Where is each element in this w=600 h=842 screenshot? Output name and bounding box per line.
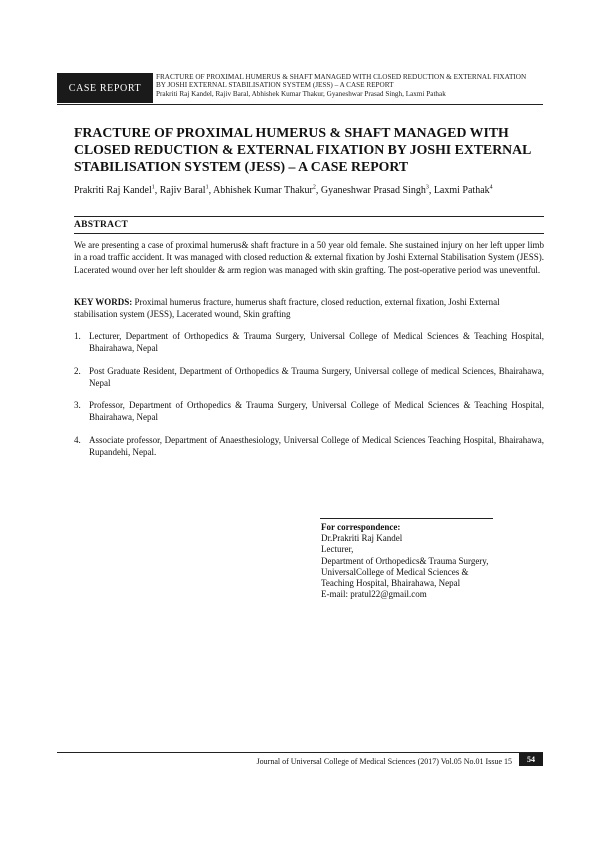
abstract-heading-divider [74, 233, 544, 234]
correspondence-name: Dr.Prakriti Raj Kandel [321, 533, 403, 544]
correspondence-block [321, 522, 541, 600]
correspondence-email: E-mail: pratul22@gmail.com [321, 589, 427, 600]
abstract-body: We are presenting a case of proximal humerus& shaft fracture in a 50 year old female. She sustained injury on her left upper limb in a road traffic accident. It was managed with closed reduction & external fixation by Joshi External Stabilisation System (JESS). Lacerated wound over her left shoulder & arm region was managed with skin grafting. The post-operative period was uneventful. [74, 240, 544, 275]
correspondence-position: Lecturer, [321, 544, 354, 555]
affiliation-list [74, 330, 544, 468]
abstract-top-divider [74, 216, 544, 217]
keywords [74, 296, 544, 321]
keywords-text: Proximal humerus fracture, humerus shaft fracture, closed reduction, external fixation, Joshi External stabilisation system (JESS), Lacerated wound, Skin grafting [74, 297, 500, 320]
author: Prakriti Raj Kandel$^1$, [74, 185, 160, 197]
abstract-heading: ABSTRACT [74, 220, 129, 230]
affiliation-item: 2. Post Graduate Resident, Department of Orthopedics & Trauma Surgery, Universal college of medical Sciences, Bhairahawa, Nepal [74, 365, 544, 388]
affiliation-item: 4. Associate professor, Department of Anaesthesiology, Universal College of Medical Sciences Teaching Hospital, Bhairahawa, Rupandehi, Nepal. [74, 434, 544, 458]
correspondence-location: Teaching Hospital, Bhairahawa, Nepal [321, 578, 461, 589]
affiliation-item: 3. Professor, Department of Orthopedics & Trauma Surgery, Universal College of Medical Sciences & Teaching Hospital, Bhairahawa, Nepal [74, 400, 544, 423]
running-authors: Prakriti Raj Kandel, Rajiv Baral, Abhishek Kumar Thakur, Gyaneshwar Prasad Singh, Laxmi Pathak [156, 89, 446, 98]
journal-citation: Journal of Universal College of Medical Sciences (2017) Vol.05 No.01 Issue 15 [256, 757, 512, 766]
author: Gyaneshwar Prasad Singh$^3$, [320, 185, 434, 197]
correspondence-institution: UniversalCollege of Medical Sciences & [321, 566, 469, 577]
header-divider [57, 104, 543, 105]
section-badge [57, 73, 153, 103]
footer-divider [57, 752, 543, 753]
keywords-label: KEY WORDS: [74, 297, 133, 307]
correspondence-department: Department of Orthopedics& Trauma Surgery, [321, 555, 489, 566]
author: Abhishek Kumar Thakur$^2$, [213, 185, 321, 197]
author: Laxmi Pathak$^4$ [433, 185, 493, 197]
author-list [74, 182, 544, 197]
affiliation-item: 1. Lecturer, Department of Orthopedics & Trauma Surgery, Universal College of Medical Sciences & Teaching Hospital, Bhairahawa, Nepal [74, 331, 544, 354]
running-title-line2: BY JOSHI EXTERNAL STABILISATION SYSTEM (JESS) – A CASE REPORT [156, 81, 394, 90]
running-header [156, 73, 546, 98]
author: Rajiv Baral$^1$, [159, 185, 214, 197]
correspondence-heading: For correspondence: [321, 522, 401, 532]
section-badge-label: CASE REPORT [68, 82, 142, 94]
article-title: FRACTURE OF PROXIMAL HUMERUS & SHAFT MANAGED WITH CLOSED REDUCTION & EXTERNAL FIXATION BY JOSHI EXTERNAL STABILISATION SYSTEM (JESS) – A CASE REPORT [74, 125, 531, 174]
correspondence-divider [320, 518, 493, 519]
page-number: 54 [519, 753, 543, 766]
running-title-line1: FRACTURE OF PROXIMAL HUMERUS & SHAFT MANAGED WITH CLOSED REDUCTION & EXTERNAL FIXATION [156, 73, 527, 81]
